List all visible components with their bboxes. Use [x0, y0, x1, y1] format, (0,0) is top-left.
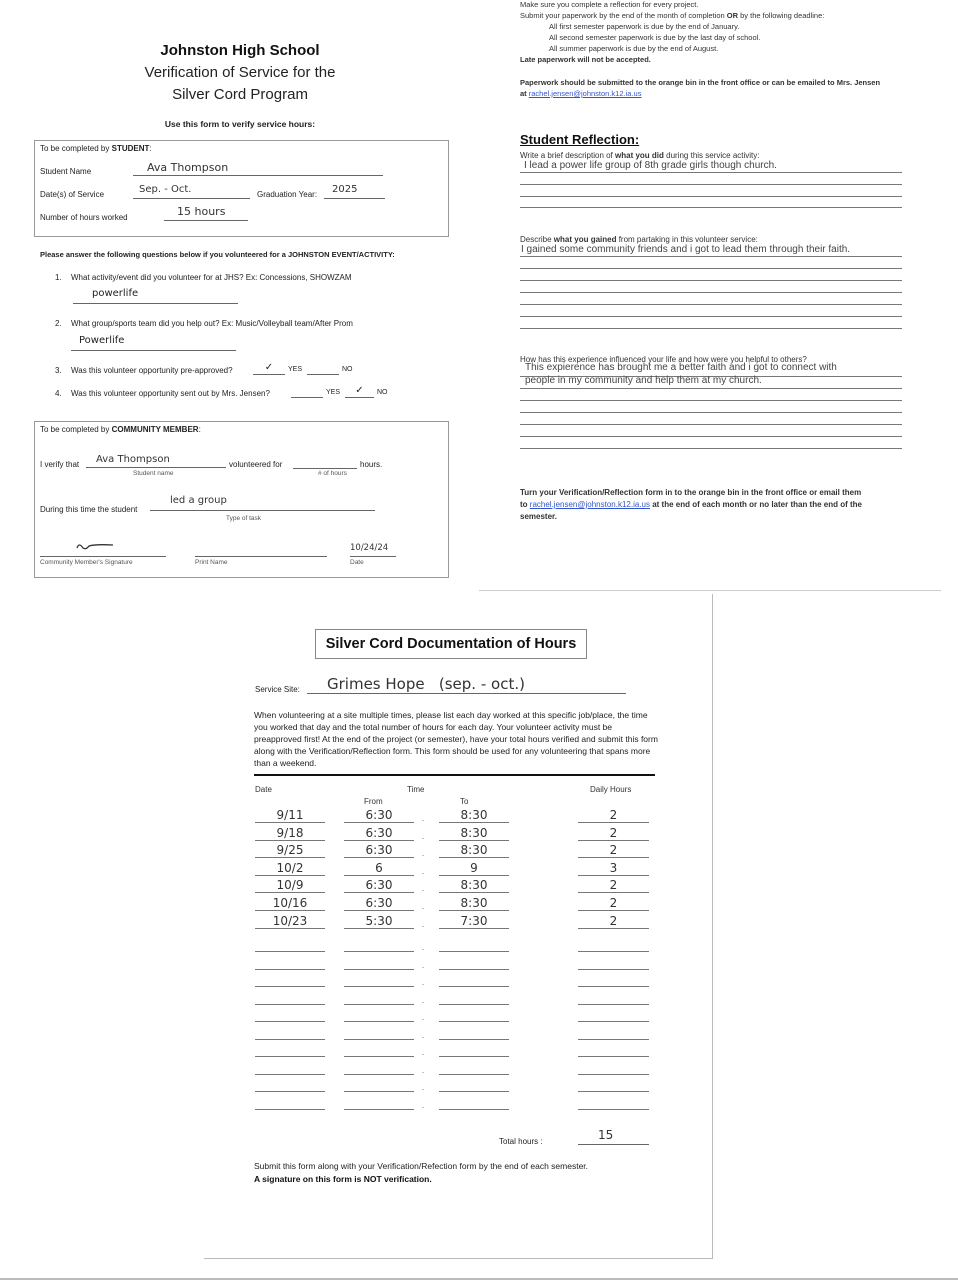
from-time-cell[interactable]: 6:30: [344, 826, 414, 841]
during-label: During this time the student: [40, 505, 138, 514]
question-2-text: What group/sports team did you help out? Ex: Music/Volleyball team/After Prom: [71, 319, 353, 328]
date-cell[interactable]: 9/11: [255, 808, 325, 823]
reflection-answer-2[interactable]: I gained some community friends and i got to lead them through their faith.: [521, 244, 851, 255]
student-name-field[interactable]: Ava Thompson: [133, 161, 383, 176]
daily-hours-cell[interactable]: [578, 1095, 649, 1110]
reflection-heading: Student Reflection:: [520, 132, 640, 147]
date-cell[interactable]: 10/23: [255, 914, 325, 929]
form-instruction: Use this form to verify service hours:: [164, 119, 316, 129]
answer-line: [520, 412, 902, 413]
date-cell[interactable]: [255, 972, 325, 987]
daily-hours-cell[interactable]: [578, 1007, 649, 1022]
time-separator: .: [422, 978, 425, 987]
answer-line: [520, 448, 902, 449]
hours-form-title: Silver Cord Documentation of Hours: [315, 629, 587, 659]
answer-line: [520, 292, 902, 293]
column-header-from: From: [364, 797, 383, 806]
daily-hours-cell[interactable]: [578, 972, 649, 987]
reflection-answer-3-line-1[interactable]: This expierence has brought me a better faith and i got to connect with: [525, 362, 837, 373]
to-time-cell[interactable]: 8:30: [439, 826, 509, 841]
time-separator: .: [422, 814, 425, 823]
from-time-cell[interactable]: 6:30: [344, 896, 414, 911]
daily-hours-cell[interactable]: [578, 1060, 649, 1075]
footer-email-link[interactable]: rachel.jensen@johnston.k12.ia.us: [529, 500, 650, 509]
instruction-line-2: Submit your paperwork by the end of the month of completion OR by the following deadline:: [520, 11, 825, 20]
time-separator: .: [422, 902, 425, 911]
from-time-cell[interactable]: 6: [344, 861, 414, 876]
hours-caption: # of hours: [318, 470, 347, 477]
to-time-cell[interactable]: [439, 972, 509, 987]
service-site-field[interactable]: Grimes Hope (sep. - oct.): [307, 675, 626, 694]
daily-hours-cell[interactable]: 2: [578, 878, 649, 893]
answer-line: [520, 436, 902, 437]
to-time-cell[interactable]: 7:30: [439, 914, 509, 929]
from-time-cell[interactable]: [344, 1077, 414, 1092]
date-cell[interactable]: [255, 1077, 325, 1092]
time-separator: .: [422, 995, 425, 1005]
answer-line: [520, 304, 902, 305]
time-separator: .: [422, 1013, 425, 1022]
jhs-questions-header: Please answer the following questions below if you volunteered for a JOHNSTON EVENT/ACTIVITY:: [40, 250, 395, 259]
print-name-caption: Print Name: [195, 559, 228, 566]
deadline-summer: All summer paperwork is due by the end of August.: [549, 44, 719, 53]
answer-line: [520, 184, 902, 185]
turn-in-instruction-line-1: Turn your Verification/Reflection form in to the orange bin in the front office or email them: [520, 488, 862, 497]
answer-line: [520, 280, 902, 281]
daily-hours-cell[interactable]: 2: [578, 896, 649, 911]
date-cell[interactable]: [255, 955, 325, 970]
daily-hours-cell[interactable]: 2: [578, 808, 649, 823]
daily-hours-cell[interactable]: [578, 955, 649, 970]
to-time-cell[interactable]: [439, 1025, 509, 1040]
from-time-cell[interactable]: [344, 1060, 414, 1075]
to-time-cell[interactable]: [439, 1042, 509, 1057]
volunteered-for-label: volunteered for: [229, 460, 283, 469]
reflection-question-2: Describe what you gained from partaking in this volunteer service:: [520, 235, 758, 244]
total-hours-field[interactable]: 15: [578, 1128, 649, 1145]
graduation-year-label: Graduation Year:: [257, 190, 318, 199]
time-separator: .: [422, 1100, 425, 1110]
hours-form-instructions: When volunteering at a site multiple times, please list each day worked at this specific job/place, the time you worked that day and the total number of hours for each day. Your volunteer activity must be preapproved first! At the end of the project (or semester), have your total hours verified and submit this form along with the Verification/Reflection form. This form should be used for any volunteering that spans more than a weekend.: [254, 710, 658, 768]
daily-hours-cell[interactable]: 2: [578, 914, 649, 929]
instruction-line-1: Make sure you complete a reflection for every project.: [520, 0, 699, 9]
student-name-label: Student Name: [40, 167, 92, 176]
date-cell[interactable]: [255, 1060, 325, 1075]
to-time-cell[interactable]: [439, 937, 509, 952]
service-site-label: Service Site:: [255, 685, 300, 694]
question-4-yes-checkbox[interactable]: [291, 385, 323, 398]
dates-of-service-label: Date(s) of Service: [40, 190, 105, 199]
late-paperwork-notice: Late paperwork will not be accepted.: [520, 55, 651, 64]
from-time-cell[interactable]: 6:30: [344, 843, 414, 858]
answer-line: [520, 328, 902, 329]
student-section-header: To be completed by STUDENT:: [40, 144, 152, 153]
heavy-divider: [254, 774, 655, 776]
reflection-question-3: How has this experience influenced your life and how were you helpful to others?: [520, 355, 807, 364]
reflection-answer-3-line-2[interactable]: people in my community and help them at my church.: [525, 375, 762, 386]
question-1-number: 1.: [55, 273, 62, 282]
time-separator: .: [422, 1083, 425, 1092]
from-time-cell[interactable]: [344, 1095, 414, 1110]
deadline-second-semester: All second semester paperwork is due by the last day of school.: [549, 33, 761, 42]
form-title-line2: Silver Cord Program: [172, 86, 308, 103]
to-time-cell[interactable]: [439, 1007, 509, 1022]
answer-line: [520, 388, 902, 389]
daily-hours-cell[interactable]: [578, 937, 649, 952]
question-2-answer[interactable]: Powerlife: [71, 335, 236, 351]
email-link[interactable]: rachel.jensen@johnston.k12.ia.us: [528, 89, 642, 98]
from-time-cell[interactable]: 6:30: [344, 878, 414, 893]
answer-line: [520, 207, 902, 208]
deadline-first-semester: All first semester paperwork is due by the end of January.: [549, 22, 740, 31]
question-3-text: Was this volunteer opportunity pre-approved?: [71, 366, 233, 375]
from-time-cell[interactable]: [344, 1025, 414, 1040]
date-cell[interactable]: 10/9: [255, 878, 325, 893]
time-separator: .: [422, 831, 425, 841]
time-separator: .: [422, 849, 425, 859]
to-time-cell[interactable]: [439, 990, 509, 1005]
column-header-date: Date: [255, 785, 272, 794]
date-cell[interactable]: 10/16: [255, 896, 325, 911]
question-3-no-checkbox[interactable]: [307, 362, 339, 375]
date-caption: Date: [350, 559, 364, 566]
dates-of-service-field[interactable]: Sep. - Oct.: [133, 184, 250, 199]
answer-line: [520, 424, 902, 425]
answer-line: [520, 268, 902, 269]
to-time-cell[interactable]: 8:30: [439, 878, 509, 893]
answer-line: [520, 400, 902, 401]
question-3-number: 3.: [55, 366, 62, 375]
question-3-no-label: NO: [342, 366, 353, 373]
answer-line: [520, 196, 902, 197]
school-title: Johnston High School: [160, 42, 320, 59]
date-field[interactable]: 10/24/24: [350, 543, 396, 557]
to-time-cell[interactable]: 8:30: [439, 808, 509, 823]
date-cell[interactable]: [255, 990, 325, 1005]
date-cell[interactable]: [255, 937, 325, 952]
type-of-task-caption: Type of task: [226, 515, 262, 522]
to-time-cell[interactable]: 8:30: [439, 896, 509, 911]
from-time-cell[interactable]: 6:30: [344, 808, 414, 823]
verify-prefix-label: I verify that: [40, 460, 80, 469]
date-cell[interactable]: 10/2: [255, 861, 325, 876]
total-hours-label: Total hours :: [499, 1137, 543, 1146]
daily-hours-cell[interactable]: 2: [578, 826, 649, 841]
time-separator: .: [422, 943, 425, 952]
hours-worked-label: Number of hours worked: [40, 213, 128, 222]
to-time-cell[interactable]: [439, 1095, 509, 1110]
daily-hours-cell[interactable]: [578, 1077, 649, 1092]
from-time-cell[interactable]: [344, 1042, 414, 1057]
daily-hours-cell[interactable]: 3: [578, 861, 649, 876]
time-separator: .: [422, 1030, 425, 1040]
student-name-caption: Student name: [133, 470, 174, 477]
form-title-line1: Verification of Service for the: [144, 64, 336, 81]
time-separator: .: [422, 919, 425, 929]
reflection-question-1: Write a brief description of what you did during this service activity:: [520, 151, 760, 160]
signature-scribble-icon: [73, 538, 123, 554]
hours-footer-line-2: A signature on this form is NOT verification.: [254, 1174, 432, 1184]
from-time-cell[interactable]: [344, 972, 414, 987]
date-cell[interactable]: [255, 1042, 325, 1057]
question-3-yes-checkbox[interactable]: ✓: [253, 362, 285, 375]
daily-hours-cell[interactable]: [578, 1025, 649, 1040]
from-time-cell[interactable]: [344, 937, 414, 952]
daily-hours-cell[interactable]: [578, 1042, 649, 1057]
to-time-cell[interactable]: [439, 1060, 509, 1075]
turn-in-instruction-line-2: to rachel.jensen@johnston.k12.ia.us at the end of each month or no later than the end of the: [520, 500, 862, 509]
verify-hours-field[interactable]: [293, 454, 357, 469]
signature-field[interactable]: [40, 538, 166, 557]
column-header-time: Time: [407, 785, 425, 794]
hours-worked-field[interactable]: 15 hours: [164, 205, 248, 221]
from-time-cell[interactable]: [344, 955, 414, 970]
time-separator: .: [422, 884, 425, 894]
date-cell[interactable]: 9/25: [255, 843, 325, 858]
question-4-no-checkbox[interactable]: ✓: [345, 385, 374, 398]
to-time-cell[interactable]: [439, 1077, 509, 1092]
time-separator: .: [422, 1065, 425, 1075]
date-cell[interactable]: [255, 1095, 325, 1110]
hours-footer-line-1: Submit this form along with your Verification/Refection form by the end of each semester.: [254, 1161, 589, 1171]
time-separator: .: [422, 866, 425, 876]
question-3-yes-label: YES: [288, 366, 303, 373]
from-time-cell[interactable]: 5:30: [344, 914, 414, 929]
to-time-cell[interactable]: [439, 955, 509, 970]
question-1-text: What activity/event did you volunteer for at JHS? Ex: Concessions, SHOWZAM: [71, 273, 352, 282]
time-separator: .: [422, 960, 425, 970]
submission-email-line: at rachel.jensen@johnston.k12.ia.us: [520, 89, 642, 98]
question-4-text: Was this volunteer opportunity sent out by Mrs. Jensen?: [71, 389, 270, 398]
answer-line: [520, 316, 902, 317]
submission-instruction: Paperwork should be submitted to the orange bin in the front office or can be emailed to Mrs. Jensen: [520, 78, 881, 87]
column-header-to: To: [460, 797, 469, 806]
from-time-cell[interactable]: [344, 990, 414, 1005]
date-cell[interactable]: [255, 1007, 325, 1022]
turn-in-instruction-line-3: semester.: [520, 512, 557, 521]
print-name-field[interactable]: [195, 538, 327, 557]
from-time-cell[interactable]: [344, 1007, 414, 1022]
answer-line: [520, 172, 902, 173]
question-2-number: 2.: [55, 319, 62, 328]
column-header-daily-hours: Daily Hours: [590, 785, 632, 794]
question-4-no-label: NO: [377, 389, 388, 396]
date-cell[interactable]: [255, 1025, 325, 1040]
question-1-answer[interactable]: powerlife: [73, 288, 238, 304]
signature-caption: Community Member's Signature: [40, 559, 133, 566]
verify-student-name-field[interactable]: Ava Thompson: [86, 454, 226, 468]
daily-hours-cell[interactable]: [578, 990, 649, 1005]
graduation-year-field[interactable]: 2025: [324, 184, 385, 199]
date-cell[interactable]: 9/18: [255, 826, 325, 841]
type-of-task-field[interactable]: led a group: [150, 495, 375, 511]
question-4-number: 4.: [55, 389, 62, 398]
answer-line: [520, 256, 902, 257]
hours-suffix-label: hours.: [360, 460, 383, 469]
question-4-yes-label: YES: [326, 389, 341, 396]
page-divider: [479, 590, 941, 591]
community-section-header: To be completed by COMMUNITY MEMBER:: [40, 425, 201, 434]
reflection-answer-1[interactable]: I lead a power life group of 8th grade girls though church.: [524, 160, 777, 171]
to-time-cell[interactable]: 8:30: [439, 843, 509, 858]
time-separator: .: [422, 1048, 425, 1057]
to-time-cell[interactable]: 9: [439, 861, 509, 876]
daily-hours-cell[interactable]: 2: [578, 843, 649, 858]
